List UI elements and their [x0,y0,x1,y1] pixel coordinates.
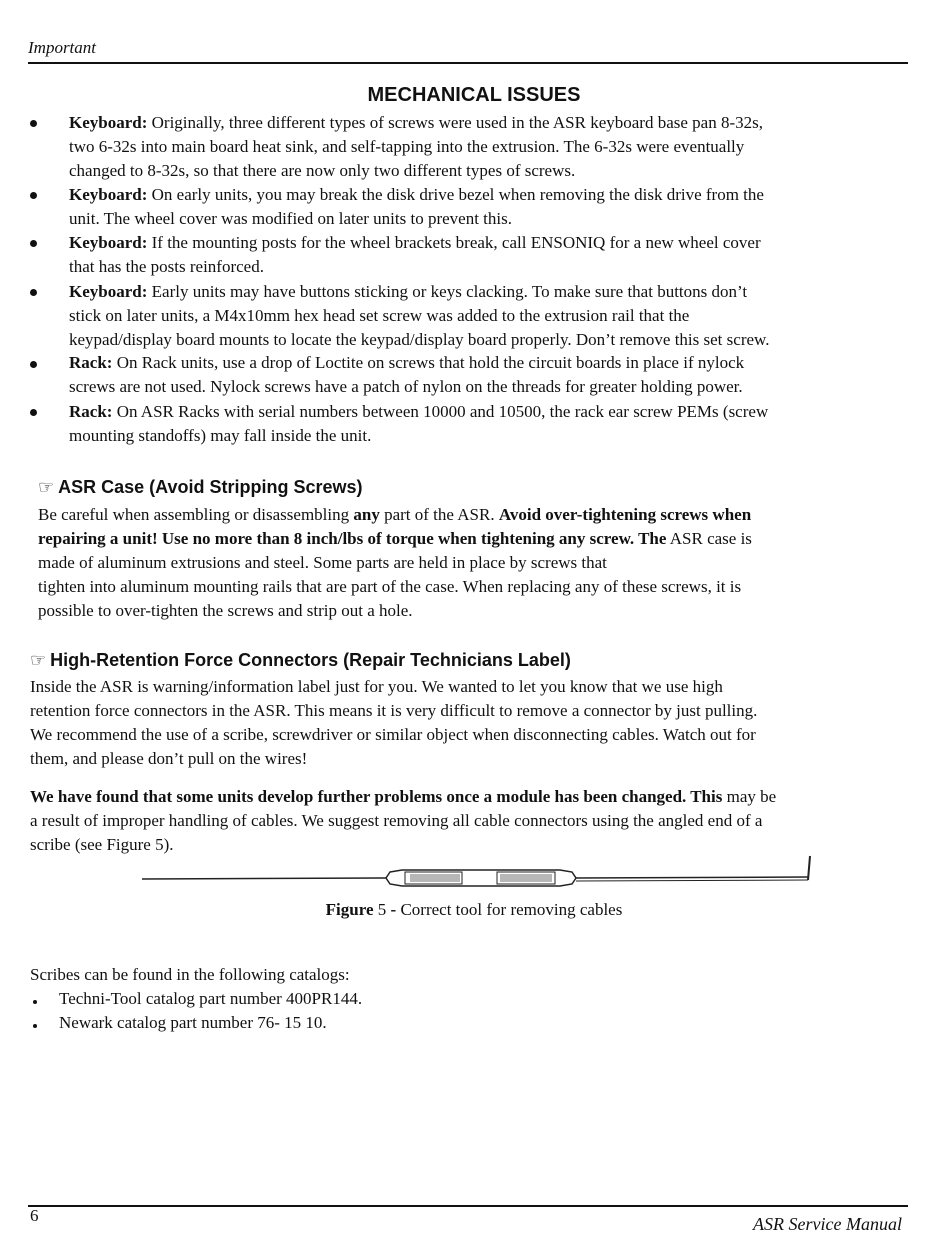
list-item: Keyboard: Originally, three different types of screws were used in the ASR keyboard base pan 8-32s, two 6-32s into main board heat sink, and self-tapping into the extrusion. The 6-32s were eventually changed to 8-32s, so that there are now only two different types of screws. [69,113,764,180]
list-item: Rack: On ASR Racks with serial numbers between 10000 and 10500, the rack ear screw PEMs (screw mounting standoffs) may fall inside the unit. [69,402,769,445]
scribe-tool-illustration [140,852,820,888]
bullet-dot [30,192,37,199]
catalog-item: Newark catalog part number 76- 15 10. [59,1013,327,1032]
list-item: Keyboard: If the mounting posts for the wheel brackets break, call ENSONIQ for a new wheel cover that has the posts reinforced. [69,233,761,276]
connectors-paragraph-2: We have found that some units develop further problems once a module has been changed. This may be a result of improper handling of cables. We suggest removing all cable connectors using the angled end of a scribe (see Figure 5). [30,787,777,854]
section-heading-connectors: ☞ High-Retention Force Connectors (Repair Technicians Label) [30,650,571,671]
list-item: Rack: On Rack units, use a drop of Loctite on screws that hold the circuit boards in place if nylock screws are not used. Nylock screws have a patch of nylon on the threads for greater holding power. [69,353,745,396]
bullet-dot [30,120,37,127]
catalogs-intro: Scribes can be found in the following catalogs: [30,965,350,984]
page-title: MECHANICAL ISSUES [367,84,581,106]
list-item: Keyboard: On early units, you may break the disk drive bezel when removing the disk drive from the unit. The wheel cover was modified on later units to prevent this. [69,185,764,228]
manual-title: ASR Service Manual [753,1214,902,1234]
bullet-dot [33,1000,37,1004]
section-heading-asr-case: ☞ ASR Case (Avoid Stripping Screws) [38,477,363,498]
bullet-dot [30,361,37,368]
asr-case-paragraph: Be careful when assembling or disassembling any part of the ASR. Avoid over-tightening screws when repairing a unit! Use no more than 8 inch/lbs of torque when tightening any screw. The ASR case is made of aluminum extrusions and steel. Some parts are held in place by screws that tighten into aluminum mounting rails that are part of the case. When replacing any of these screws, it is possible to over-tighten the screws and strip out a hole. [38,505,752,620]
pointing-hand-icon: ☞ [30,650,47,671]
running-header: Important [28,38,96,57]
figure-caption: Figure 5 - Correct tool for removing cables [325,900,623,919]
list-item: Keyboard: Early units may have buttons sticking or keys clacking. To make sure that buttons don’t stick on later units, a M4x10mm hex head set screw was added to the extrusion rail that the keypad/display board mounts to locate the keypad/display board properly. Don’t remove this set screw. [69,282,770,349]
bullet-dot [30,240,37,247]
page-number: 6 [30,1206,39,1225]
pointing-hand-icon: ☞ [38,477,55,498]
connectors-paragraph-1: Inside the ASR is warning/information label just for you. We wanted to let you know that we use high retention force connectors in the ASR. This means it is very difficult to remove a connector by just pulling. We recommend the use of a scribe, screwdriver or similar object when disconnecting cables. Watch out for them, and please don’t pull on the wires! [30,677,758,768]
footer-rule [28,1205,908,1207]
bullet-dot [30,289,37,296]
catalog-item: Techni-Tool catalog part number 400PR144. [59,989,363,1008]
bullet-dot [30,409,37,416]
bullet-dot [33,1024,37,1028]
header-rule [28,62,908,64]
